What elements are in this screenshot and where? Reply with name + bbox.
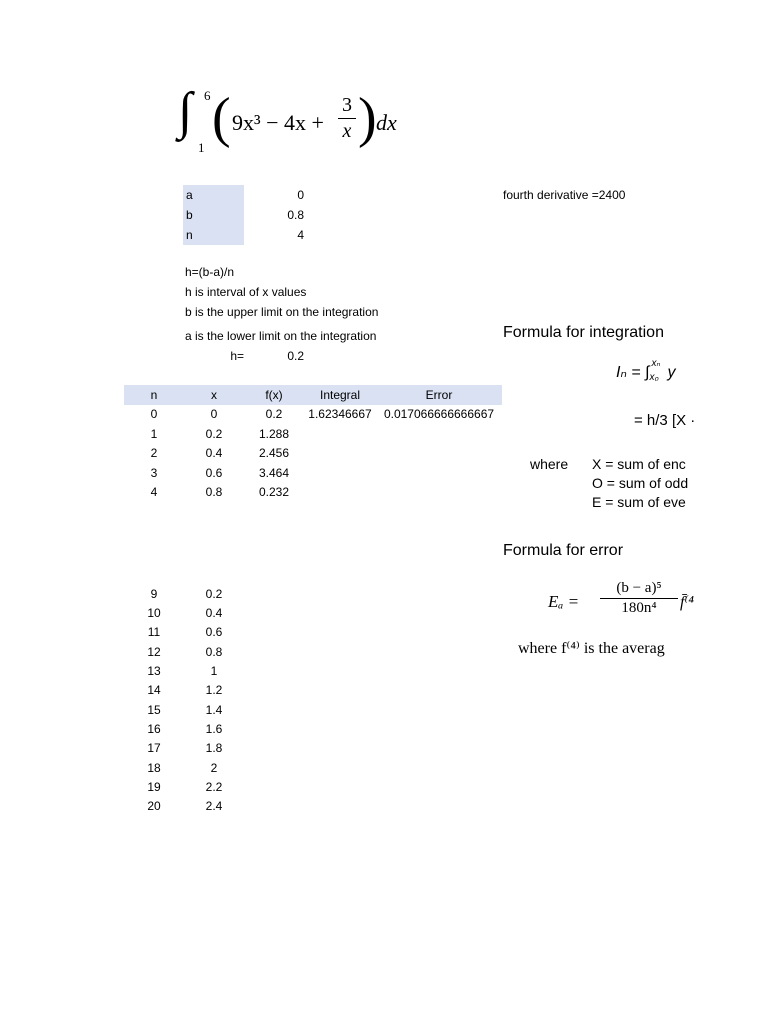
error-formula-tail: f̄⁽⁴: [680, 594, 694, 611]
h-value[interactable]: 0.2: [287, 349, 304, 363]
integral-sign: ∫: [178, 83, 193, 140]
header-integral[interactable]: Integral: [319, 388, 361, 402]
row2-n[interactable]: 2: [150, 446, 158, 460]
extra-row-n[interactable]: 19: [147, 780, 161, 794]
extra-row-x[interactable]: 0.8: [205, 645, 223, 659]
row4-fx[interactable]: 0.232: [258, 485, 290, 499]
differential: dx: [376, 110, 397, 135]
integral-equation: [178, 83, 418, 158]
header-n[interactable]: n: [150, 388, 158, 402]
error-where-text: where f⁽⁴⁾ is the averag: [518, 640, 665, 657]
integration-formula-lhs: Iₙ = ∫: [616, 364, 650, 382]
integration-formula-tail: y: [667, 364, 676, 382]
extra-row-n[interactable]: 20: [147, 799, 161, 813]
note-b-limit[interactable]: b is the upper limit on the integration: [185, 305, 379, 319]
extra-row-x[interactable]: 2: [210, 761, 218, 775]
row3-n[interactable]: 3: [150, 466, 158, 480]
integration-formula-line1: [616, 358, 676, 384]
param-value-n[interactable]: 4: [297, 228, 304, 242]
row0-n[interactable]: 0: [150, 407, 158, 421]
integration-where-line: X = sum of enc: [592, 456, 686, 472]
extra-row-n[interactable]: 13: [147, 664, 161, 678]
integration-formula-line2: = h/3 [X ·: [634, 412, 696, 429]
polynomial: 9x³ − 4x +: [232, 110, 324, 135]
row2-fx[interactable]: 2.456: [258, 446, 290, 460]
row1-n[interactable]: 1: [150, 427, 158, 441]
row0-integral[interactable]: 1.62346667: [308, 407, 372, 421]
integration-formula-image: [500, 352, 696, 517]
extra-row-x[interactable]: 1.4: [205, 703, 223, 717]
extra-row-x[interactable]: 1: [210, 664, 218, 678]
note-h-interval[interactable]: h is interval of x values: [185, 285, 307, 299]
error-numerator: (b − a)⁵: [616, 580, 662, 596]
row0-x[interactable]: 0: [210, 407, 218, 421]
fourth-derivative-note[interactable]: fourth derivative =2400: [503, 188, 626, 202]
param-label-n[interactable]: n: [186, 228, 193, 242]
extra-row-n[interactable]: 11: [147, 625, 161, 639]
row1-x[interactable]: 0.2: [205, 427, 223, 441]
h-label[interactable]: h=: [230, 349, 244, 363]
extra-row-x[interactable]: 2.4: [205, 799, 223, 813]
error-formula-title: Formula for error: [503, 542, 624, 559]
integration-where-line: O = sum of odd: [592, 475, 689, 491]
param-value-a[interactable]: 0: [297, 188, 304, 202]
row0-error[interactable]: 0.017066666666667: [383, 407, 495, 421]
extra-row-n[interactable]: 12: [147, 645, 161, 659]
header-x[interactable]: x: [211, 388, 217, 402]
extra-row-x[interactable]: 1.6: [205, 722, 223, 736]
fraction-numerator: 3: [342, 94, 352, 116]
header-fx[interactable]: f(x): [265, 388, 283, 402]
open-paren: (: [212, 87, 231, 149]
extra-row-x[interactable]: 2.2: [205, 780, 223, 794]
extra-row-n[interactable]: 14: [147, 683, 161, 697]
row3-fx[interactable]: 3.464: [258, 466, 290, 480]
extra-row-x[interactable]: 1.2: [205, 683, 223, 697]
error-denominator: 180n⁴: [621, 600, 657, 616]
note-h-formula[interactable]: h=(b-a)/n: [185, 265, 235, 279]
error-fraction-bar: [600, 598, 678, 599]
lower-limit: 1: [198, 140, 205, 155]
extra-row-n[interactable]: 9: [150, 587, 158, 601]
integration-where-label: where: [530, 456, 569, 472]
row1-fx[interactable]: 1.288: [258, 427, 290, 441]
error-formula-image: [500, 570, 694, 665]
extra-row-x[interactable]: 0.6: [205, 625, 223, 639]
row0-fx[interactable]: 0.2: [265, 407, 283, 421]
extra-row-x[interactable]: 1.8: [205, 741, 223, 755]
integration-where-line: E = sum of eve: [592, 494, 686, 510]
extra-row-x[interactable]: 0.4: [205, 606, 223, 620]
param-label-b[interactable]: b: [186, 208, 193, 222]
row4-n[interactable]: 4: [150, 485, 158, 499]
error-formula-lhs: Eₐ =: [548, 592, 580, 611]
fraction: [338, 94, 356, 143]
extra-row-n[interactable]: 17: [147, 741, 161, 755]
integration-upper: xₙ: [651, 358, 661, 369]
upper-limit: 6: [204, 88, 211, 103]
extra-row-n[interactable]: 18: [147, 761, 161, 775]
extra-row-n[interactable]: 10: [147, 606, 161, 620]
param-value-b[interactable]: 0.8: [287, 208, 304, 222]
header-error[interactable]: Error: [425, 388, 453, 402]
extra-row-n[interactable]: 16: [147, 722, 161, 736]
integration-formula-title: Formula for integration: [503, 324, 664, 341]
param-label-a[interactable]: a: [186, 188, 193, 202]
note-a-limit[interactable]: a is the lower limit on the integration: [185, 329, 377, 343]
extra-row-n[interactable]: 15: [147, 703, 161, 717]
close-paren: ): [358, 87, 377, 149]
row3-x[interactable]: 0.6: [205, 466, 223, 480]
error-formula-fraction: [600, 580, 678, 617]
extra-row-x[interactable]: 0.2: [205, 587, 223, 601]
fraction-bar: [338, 118, 356, 119]
row2-x[interactable]: 0.4: [205, 446, 223, 460]
row4-x[interactable]: 0.8: [205, 485, 223, 499]
integration-lower: x₀: [649, 372, 659, 383]
fraction-denominator: x: [342, 120, 352, 142]
